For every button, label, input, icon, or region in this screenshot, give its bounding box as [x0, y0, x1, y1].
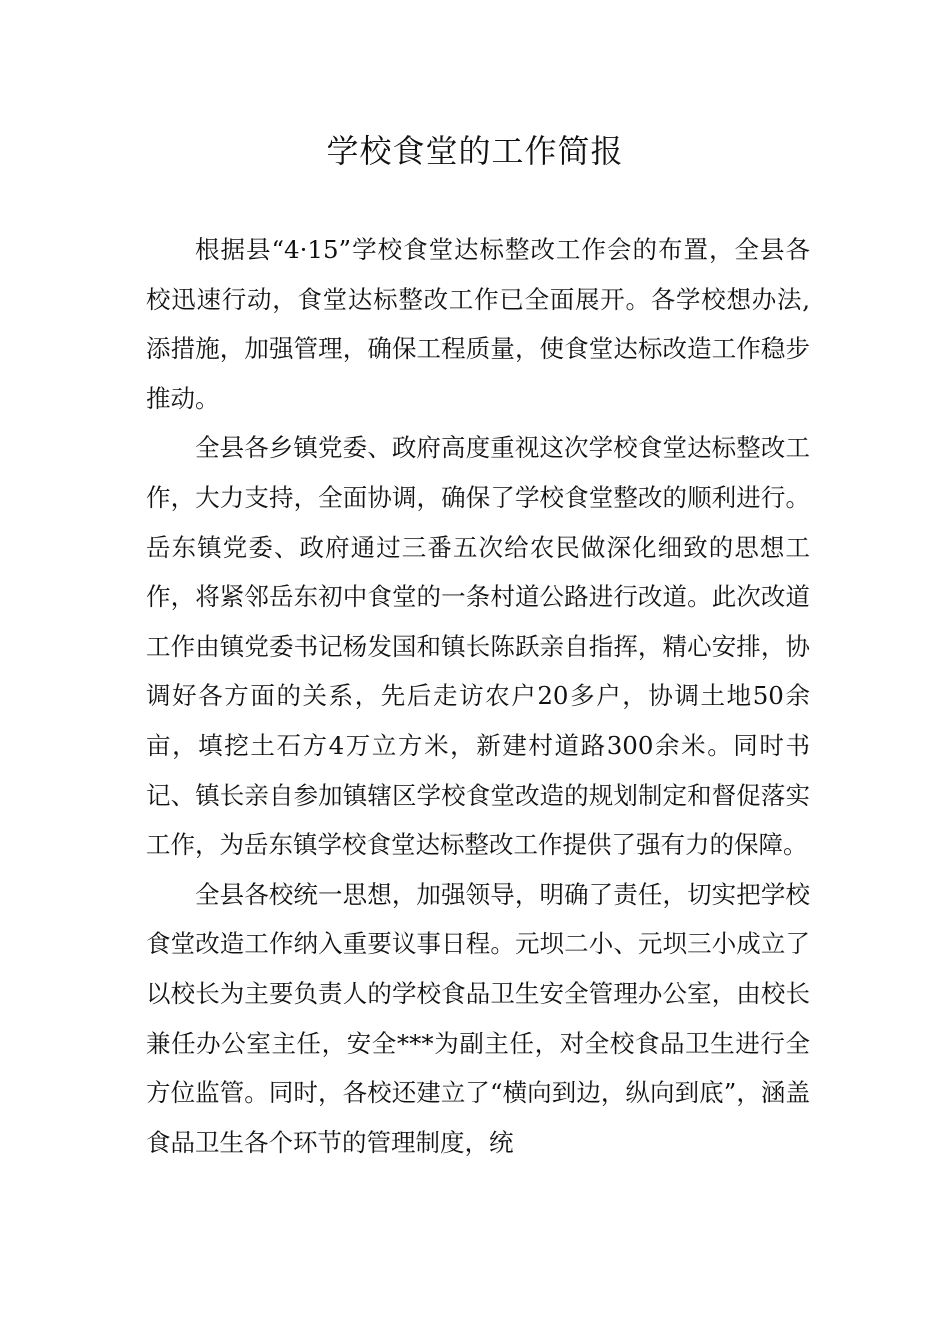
document-title: 学校食堂的工作简报	[326, 132, 624, 170]
paragraph-3: 全县各校统一思想，加强领导，明确了责任，切实把学校食堂改造工作纳入重要议事日程。元坝二小、元坝三小成立了以校长为主要负责人的学校食品卫生安全管理办公室，由校长兼任办公室主任，安全***为副主任，对全校食品卫生进行全方位监管。同时，各校还建立了“横向到边，纵向到底”，涵盖食品卫生各个环节的管理制度，统	[146, 879, 810, 1157]
paragraph-1: 根据县“4·15”学校食堂达标整改工作会的布置，全县各校迅速行动，食堂达标整改工作已全面展开。各学校想办法,添措施，加强管理，确保工程质量，使食堂达标改造工作稳步推动。	[146, 235, 810, 413]
document-body	[146, 225, 810, 1167]
paragraph-2: 全县各乡镇党委、政府高度重视这次学校食堂达标整改工作，大力支持，全面协调，确保了学校食堂整改的顺利进行。岳东镇党委、政府通过三番五次给农民做深化细致的思想工作，将紧邻岳东初中食堂的一条村道公路进行改道。此次改道工作由镇党委书记杨发国和镇长陈跃亲自指挥，精心安排，协调好各方面的关系，先后走访农户20多户，协调土地50余亩，填挖土石方4万立方米，新建村道路300余米。同时书记、镇长亲自参加镇辖区学校食堂改造的规划制定和督促落实工作，为岳东镇学校食堂达标整改工作提供了强有力的保障。	[146, 433, 810, 860]
